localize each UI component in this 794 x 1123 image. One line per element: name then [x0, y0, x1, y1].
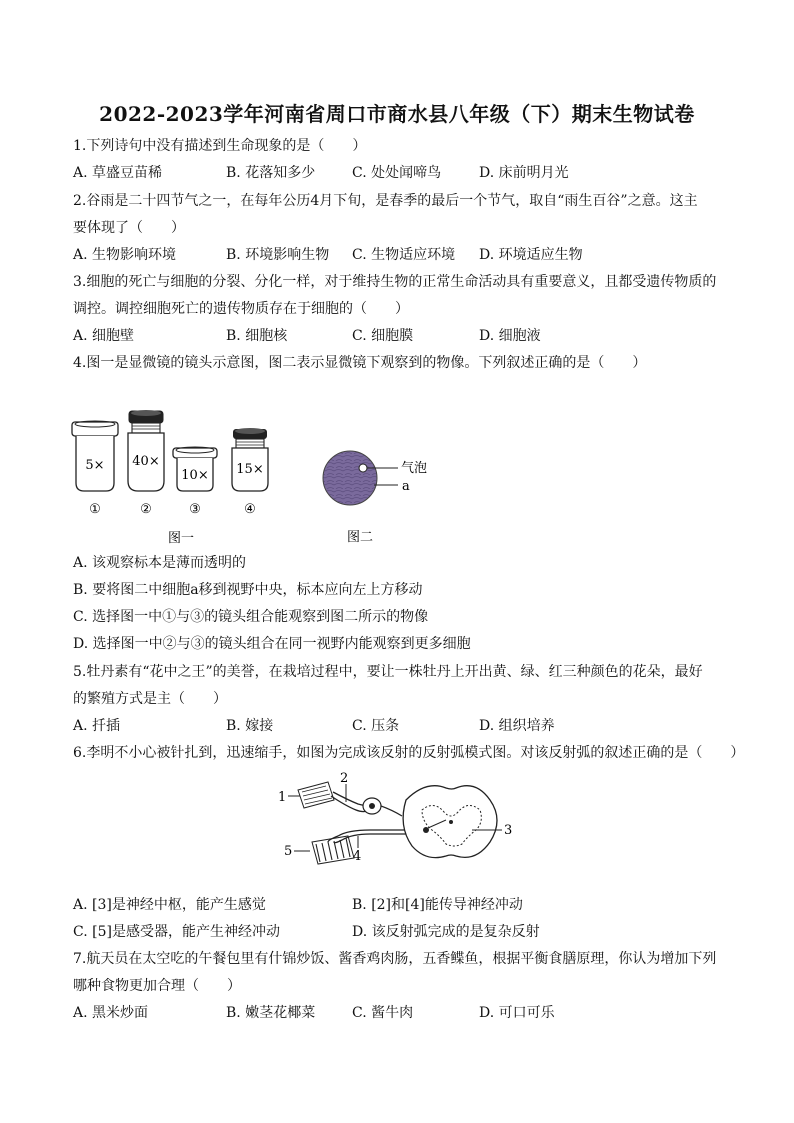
bubble-icon [359, 464, 367, 472]
figure-2-caption: 图二 [346, 530, 374, 545]
reflex-label-1: 1 [278, 790, 287, 805]
reflex-label-5: 5 [284, 844, 293, 859]
question-2-option-b[interactable]: B. 环境影响生物 [226, 247, 330, 263]
lens-3-label: 10× [181, 468, 209, 483]
question-7-option-c[interactable]: C. 酱牛肉 [352, 1005, 414, 1021]
question-3-option-b[interactable]: B. 细胞核 [226, 328, 288, 344]
question-1-option-c[interactable]: C. 处处闻啼鸟 [352, 165, 442, 181]
question-1-option-d[interactable]: D. 床前明月光 [479, 165, 569, 181]
lens-2-number: ② [140, 502, 152, 517]
lens-3 [173, 447, 217, 491]
question-5-text-line-2: 的繁殖方式是主（ ） [73, 691, 227, 707]
field-of-view-circle [323, 451, 377, 505]
lens-1 [72, 421, 118, 491]
effector-muscle [312, 836, 354, 864]
lens-4 [232, 428, 268, 491]
question-2-text-line-2: 要体现了（ ） [73, 220, 185, 236]
question-5-option-d[interactable]: D. 组织培养 [479, 718, 555, 734]
question-2-option-d[interactable]: D. 环境适应生物 [479, 247, 583, 263]
figure-2-field-of-view [316, 440, 446, 550]
question-5-option-b[interactable]: B. 嫁接 [226, 718, 274, 734]
lens-2-label: 40× [132, 454, 160, 469]
question-2-option-c[interactable]: C. 生物适应环境 [352, 247, 456, 263]
question-6-option-c[interactable]: C. [5]是感受器，能产生神经冲动 [73, 924, 280, 940]
receptor-skin [298, 782, 334, 808]
question-3-option-c[interactable]: C. 细胞膜 [352, 328, 414, 344]
question-3-text-line-1: 3.细胞的死亡与细胞的分裂、分化一样，对于维持生物的正常生命活动具有重要意义，且都受遗传物质的 [73, 274, 717, 290]
question-6-option-a[interactable]: A. [3]是神经中枢，能产生感觉 [73, 897, 266, 913]
question-2-text-line-1: 2.谷雨是二十四节气之一，在每年公历4月下旬，是春季的最后一个节气，取自“雨生百谷”之意。这主 [73, 193, 698, 209]
lens-1-label: 5× [85, 458, 105, 473]
question-1-option-b[interactable]: B. 花落知多少 [226, 165, 316, 181]
question-7-option-b[interactable]: B. 嫩茎花椰菜 [226, 1005, 316, 1021]
lens-4-number: ④ [244, 502, 256, 517]
figure-3-reflex-arc [276, 770, 516, 875]
spinal-cord [403, 786, 497, 858]
question-5-option-a[interactable]: A. 扦插 [73, 718, 121, 734]
reflex-label-2: 2 [340, 771, 349, 786]
question-6-text: 6.李明不小心被针扎到，迅速缩手，如图为完成该反射的反射弧模式图。对该反射弧的叙述正确的是（ ） [73, 745, 745, 761]
question-7-text-line-2: 哪种食物更加合理（ ） [73, 978, 241, 994]
question-6-option-b[interactable]: B. [2]和[4]能传导神经冲动 [352, 897, 523, 913]
question-7-option-a[interactable]: A. 黑米炒面 [73, 1005, 149, 1021]
question-5-option-c[interactable]: C. 压条 [352, 718, 400, 734]
question-3-option-d[interactable]: D. 细胞液 [479, 328, 541, 344]
question-7-option-d[interactable]: D. 可口可乐 [479, 1005, 555, 1021]
figure-1-lenses [66, 405, 286, 550]
lens-1-number: ① [89, 502, 101, 517]
question-4-option-b[interactable]: B. 要将图二中细胞a移到视野中央，标本应向左上方移动 [73, 582, 423, 598]
question-3-option-a[interactable]: A. 细胞壁 [73, 328, 135, 344]
page-title: 2022-2023学年河南省周口市商水县八年级（下）期末生物试卷 [99, 102, 695, 126]
reflex-label-4: 4 [353, 849, 362, 864]
lens-2 [128, 410, 164, 491]
question-5-text-line-1: 5.牡丹素有“花中之王”的美誉，在栽培过程中，要让一株牡丹上开出黄、绿、红三种颜色的花朵，最好 [73, 664, 703, 680]
question-4-option-c[interactable]: C. 选择图一中①与③的镜头组合能观察到图二所示的物像 [73, 609, 429, 625]
figure-1-caption: 图一 [167, 531, 195, 546]
reflex-label-3: 3 [504, 823, 513, 838]
lens-3-number: ③ [189, 502, 201, 517]
cell-a-label: a [402, 479, 410, 494]
bubble-label: 气泡 [401, 461, 428, 476]
question-2-option-a[interactable]: A. 生物影响环境 [73, 247, 177, 263]
question-4-text: 4.图一是显微镜的镜头示意图，图二表示显微镜下观察到的物像。下列叙述正确的是（ ） [73, 355, 647, 371]
question-1-option-a[interactable]: A. 草盛豆苗稀 [73, 165, 163, 181]
question-4-option-a[interactable]: A. 该观察标本是薄而透明的 [73, 555, 247, 571]
question-6-option-d[interactable]: D. 该反射弧完成的是复杂反射 [352, 924, 540, 940]
lens-4-label: 15× [236, 462, 264, 477]
question-7-text-line-1: 7.航天员在太空吃的午餐包里有什锦炒饭、酱香鸡肉肠，五香鲽鱼，根据平衡食膳原理，你认为增加下列 [73, 951, 717, 967]
question-4-option-d[interactable]: D. 选择图一中②与③的镜头组合在同一视野内能观察到更多细胞 [73, 636, 471, 652]
question-1-text: 1.下列诗句中没有描述到生命现象的是（ ） [73, 138, 367, 154]
question-3-text-line-2: 调控。调控细胞死亡的遗传物质存在于细胞的（ ） [73, 301, 409, 317]
